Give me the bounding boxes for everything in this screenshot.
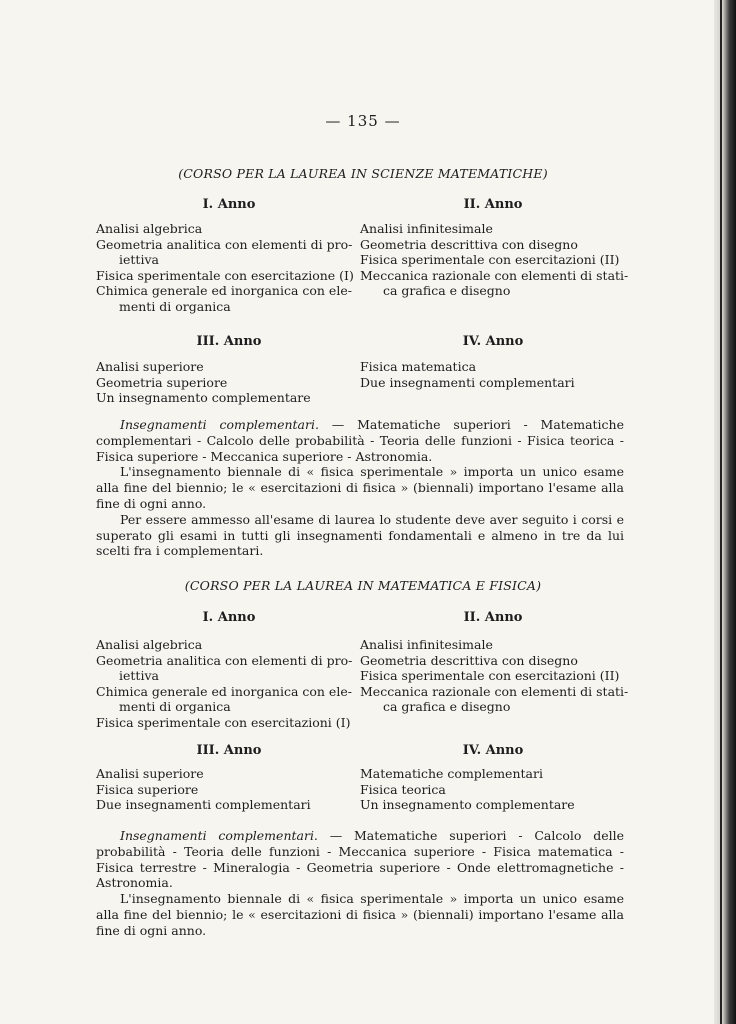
exam-note: L'insegnamento biennale di « fisica sperimentale » importa un unico esame alla fine del biennio; le « esercitazioni di fisica » (biennali) importano l'esame alla fine di ogni anno. bbox=[96, 891, 624, 938]
course-item: Geometria descrittiva con disegno bbox=[360, 652, 578, 668]
course-item: menti di organica bbox=[119, 298, 231, 314]
course-item: Fisica superiore bbox=[96, 781, 199, 797]
course-item: Geometria superiore bbox=[96, 374, 228, 390]
year-heading-2: II. Anno bbox=[463, 197, 523, 212]
degree-requirement-note: Per essere ammesso all'esame di laurea lo studente deve aver seguito i corsi e superato gli esami in tutti gli insegnamenti fondamentali e almeno in tre da lui scelti fra i complementari. bbox=[96, 511, 624, 559]
section-title-scienze-matematiche: (CORSO PER LA LAUREA IN SCIENZE MATEMATICHE) bbox=[178, 166, 548, 181]
course-item: Matematiche complementari bbox=[360, 766, 543, 781]
course-item: Analisi algebrica bbox=[96, 221, 203, 236]
year-heading-4: IV. Anno bbox=[462, 743, 524, 758]
year-heading-1: I. Anno bbox=[202, 197, 256, 212]
course-item: iettiva bbox=[119, 668, 159, 684]
complementary-courses-note bbox=[96, 417, 624, 464]
course-list-year-3 bbox=[96, 359, 311, 406]
course-item: Fisica matematica bbox=[360, 359, 477, 374]
course-list-year-1 bbox=[96, 221, 354, 315]
course-item: Fisica sperimentale con esercitazione (I) bbox=[96, 267, 354, 283]
course-list-year-4 bbox=[360, 766, 575, 813]
course-item: Meccanica razionale con elementi di stati- bbox=[360, 683, 629, 699]
course-item: Analisi infinitesimale bbox=[360, 221, 493, 236]
course-item: Analisi superiore bbox=[96, 766, 204, 781]
course-item: Meccanica razionale con elementi di stati- bbox=[360, 267, 629, 283]
page-number: — 135 — bbox=[325, 112, 401, 130]
course-item: Geometria analitica con elementi di pro- bbox=[96, 236, 353, 252]
complementary-list: — Matematiche superiori - Calcolo delle probabilità - Teoria delle funzioni - Meccanica superiore - Fisica matematica - Fisica terrestre - Mineralogia - Geometria superiore - Onde elettromagnetiche - Astronomia. bbox=[96, 828, 624, 891]
exam-note: L'insegnamento biennale di « fisica sperimentale » importa un unico esame alla fine del biennio; le « esercitazioni di fisica » (biennali) importano l'esame alla fine di ogni anno. bbox=[96, 464, 624, 511]
year-heading-1: I. Anno bbox=[202, 610, 256, 625]
course-item: ca grafica e disegno bbox=[383, 283, 511, 299]
course-list-year-3 bbox=[96, 766, 311, 813]
course-item: Fisica sperimentale con esercitazioni (II) bbox=[360, 668, 620, 684]
course-item: Fisica sperimentale con esercitazioni (II) bbox=[360, 252, 620, 268]
course-item: Geometria descrittiva con disegno bbox=[360, 236, 578, 252]
complementary-label: Insegnamenti complementari. bbox=[120, 417, 319, 432]
course-list-year-2 bbox=[360, 221, 628, 299]
course-item: ca grafica e disegno bbox=[383, 699, 511, 715]
course-item: Due insegnamenti complementari bbox=[96, 797, 311, 813]
course-item: Analisi algebrica bbox=[96, 637, 203, 652]
complementary-courses-note bbox=[96, 828, 624, 891]
section-title-matematica-fisica: (CORSO PER LA LAUREA IN MATEMATICA E FISICA) bbox=[184, 578, 542, 593]
year-heading-3: III. Anno bbox=[196, 334, 262, 349]
page-binding-edge bbox=[714, 0, 736, 1024]
year-heading-2: II. Anno bbox=[463, 610, 523, 625]
complementary-list: — Matematiche superiori - Matematiche complementari - Calcolo delle probabilità - Teoria delle funzioni - Fisica teorica - Fisica superiore - Meccanica superiore - Astronomia. bbox=[96, 417, 624, 464]
course-item: Analisi superiore bbox=[96, 359, 204, 374]
year-heading-3: III. Anno bbox=[196, 743, 262, 758]
course-list-year-4 bbox=[360, 359, 575, 390]
page-binding-line bbox=[720, 0, 722, 1024]
course-item: Un insegnamento complementare bbox=[360, 797, 575, 813]
course-item: Fisica teorica bbox=[360, 781, 446, 797]
year-heading-4: IV. Anno bbox=[462, 334, 524, 349]
course-item: menti di organica bbox=[119, 699, 231, 715]
course-list-year-2 bbox=[360, 637, 628, 715]
course-item: Due insegnamenti complementari bbox=[360, 374, 575, 390]
course-item: Fisica sperimentale con esercitazioni (I) bbox=[96, 714, 351, 730]
notes-block-1 bbox=[96, 417, 624, 559]
course-item: Analisi infinitesimale bbox=[360, 637, 493, 652]
course-item: Chimica generale ed inorganica con ele- bbox=[96, 683, 352, 699]
course-item: iettiva bbox=[119, 252, 159, 268]
course-item: Geometria analitica con elementi di pro- bbox=[96, 652, 353, 668]
notes-block-2 bbox=[96, 828, 624, 939]
course-list-year-1 bbox=[96, 637, 352, 731]
course-item: Un insegnamento complementare bbox=[96, 390, 311, 406]
course-item: Chimica generale ed inorganica con ele- bbox=[96, 283, 352, 299]
complementary-label: Insegnamenti complementari. bbox=[120, 828, 318, 843]
